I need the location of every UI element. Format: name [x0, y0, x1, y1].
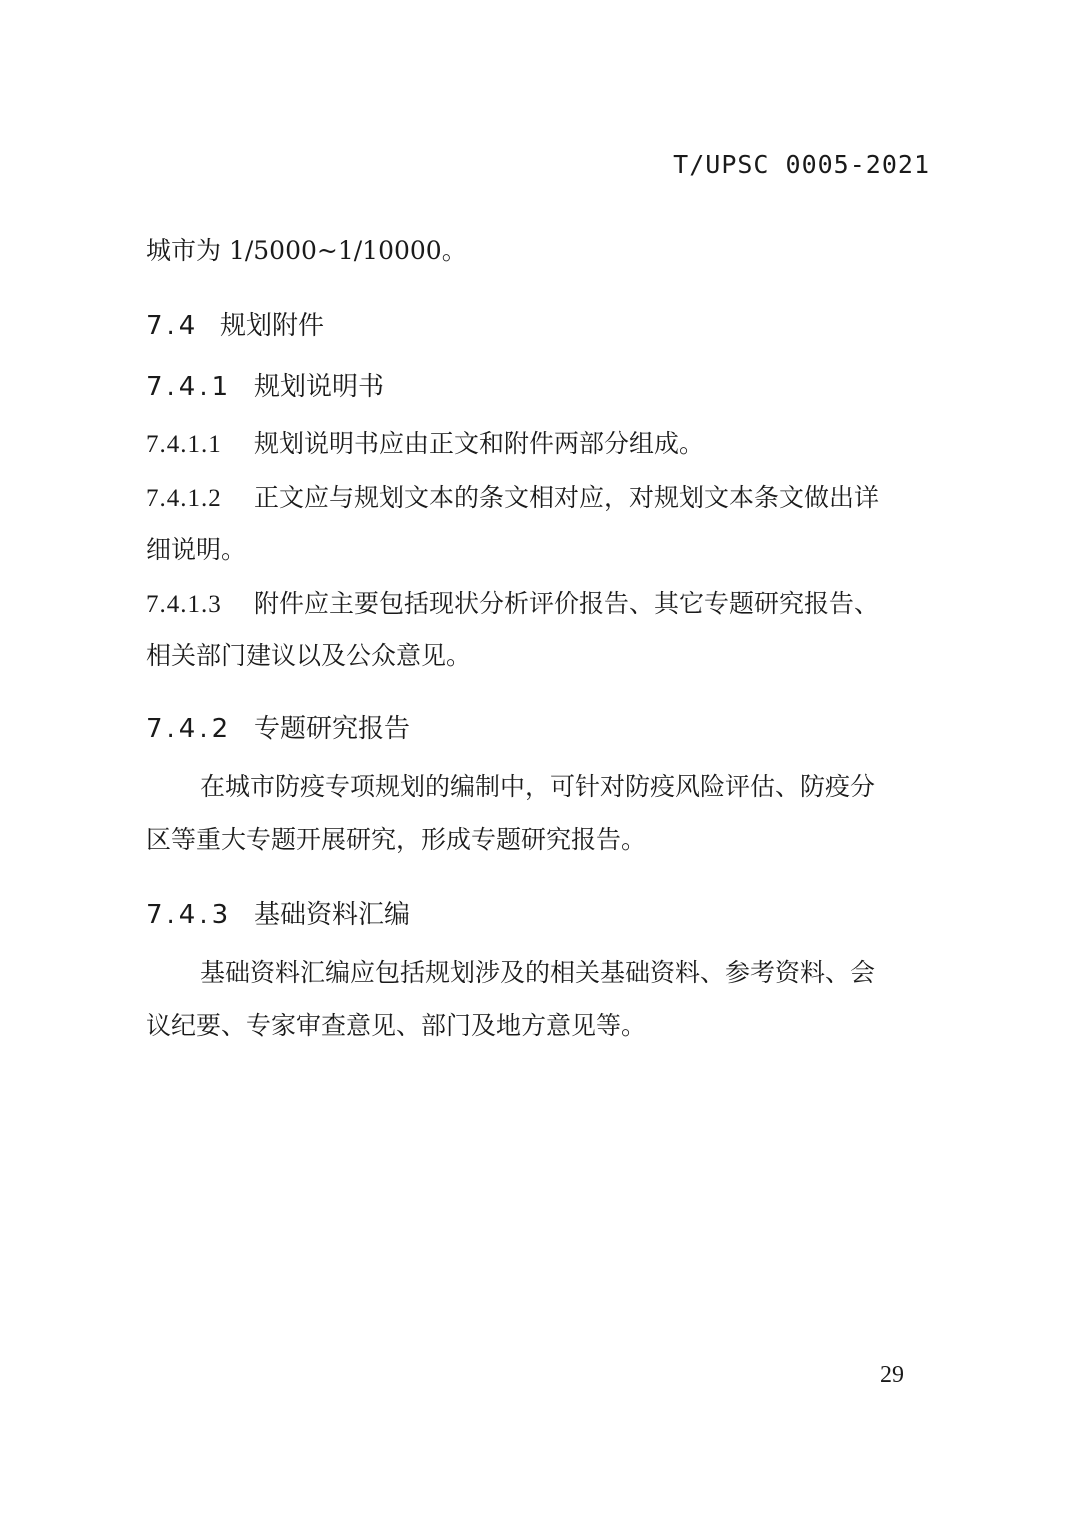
clause-text: 规划说明书应由正文和附件两部分组成。 — [254, 429, 705, 458]
intro-line: 城市为 1/5000~1/10000。 — [146, 236, 467, 265]
section-number: 7.4.1 — [146, 372, 233, 402]
section-title: 规划说明书 — [254, 372, 385, 402]
section-title: 规划附件 — [220, 311, 325, 341]
section-title: 专题研究报告 — [254, 714, 411, 744]
paragraph-7-4-2-line-2: 区等重大专题开展研究，形成专题研究报告。 — [146, 825, 647, 854]
section-title: 基础资料汇编 — [254, 900, 411, 930]
section-number: 7.4 — [146, 311, 200, 341]
clause-7-4-1-2 — [146, 480, 936, 517]
clause-7-4-1-2-continuation: 细说明。 — [146, 535, 247, 564]
clause-text: 正文应与规划文本的条文相对应，对规划文本条文做出详 — [254, 483, 880, 512]
section-heading-7-4-1 — [146, 369, 936, 405]
section-heading-7-4-3 — [146, 897, 936, 933]
clause-7-4-1-3-continuation: 相关部门建议以及公众意见。 — [146, 641, 472, 670]
clause-number: 7.4.1.2 — [146, 485, 222, 512]
section-heading-7-4-2 — [146, 711, 936, 747]
clause-7-4-1-1 — [146, 426, 936, 463]
standard-code: T/UPSC 0005-2021 — [673, 150, 930, 179]
paragraph-7-4-3-line-2: 议纪要、专家审查意见、部门及地方意见等。 — [146, 1011, 647, 1040]
clause-number: 7.4.1.1 — [146, 431, 222, 458]
clause-number: 7.4.1.3 — [146, 591, 222, 618]
section-number: 7.4.3 — [146, 900, 233, 930]
clause-text: 附件应主要包括现状分析评价报告、其它专题研究报告、 — [254, 589, 880, 618]
paragraph-7-4-3-line-1: 基础资料汇编应包括规划涉及的相关基础资料、参考资料、会 — [200, 958, 876, 987]
page-number: 29 — [880, 1362, 904, 1388]
clause-7-4-1-3 — [146, 586, 936, 623]
section-number: 7.4.2 — [146, 714, 233, 744]
paragraph-7-4-2-line-1: 在城市防疫专项规划的编制中，可针对防疫风险评估、防疫分 — [200, 772, 876, 801]
section-heading-7-4 — [146, 308, 936, 344]
